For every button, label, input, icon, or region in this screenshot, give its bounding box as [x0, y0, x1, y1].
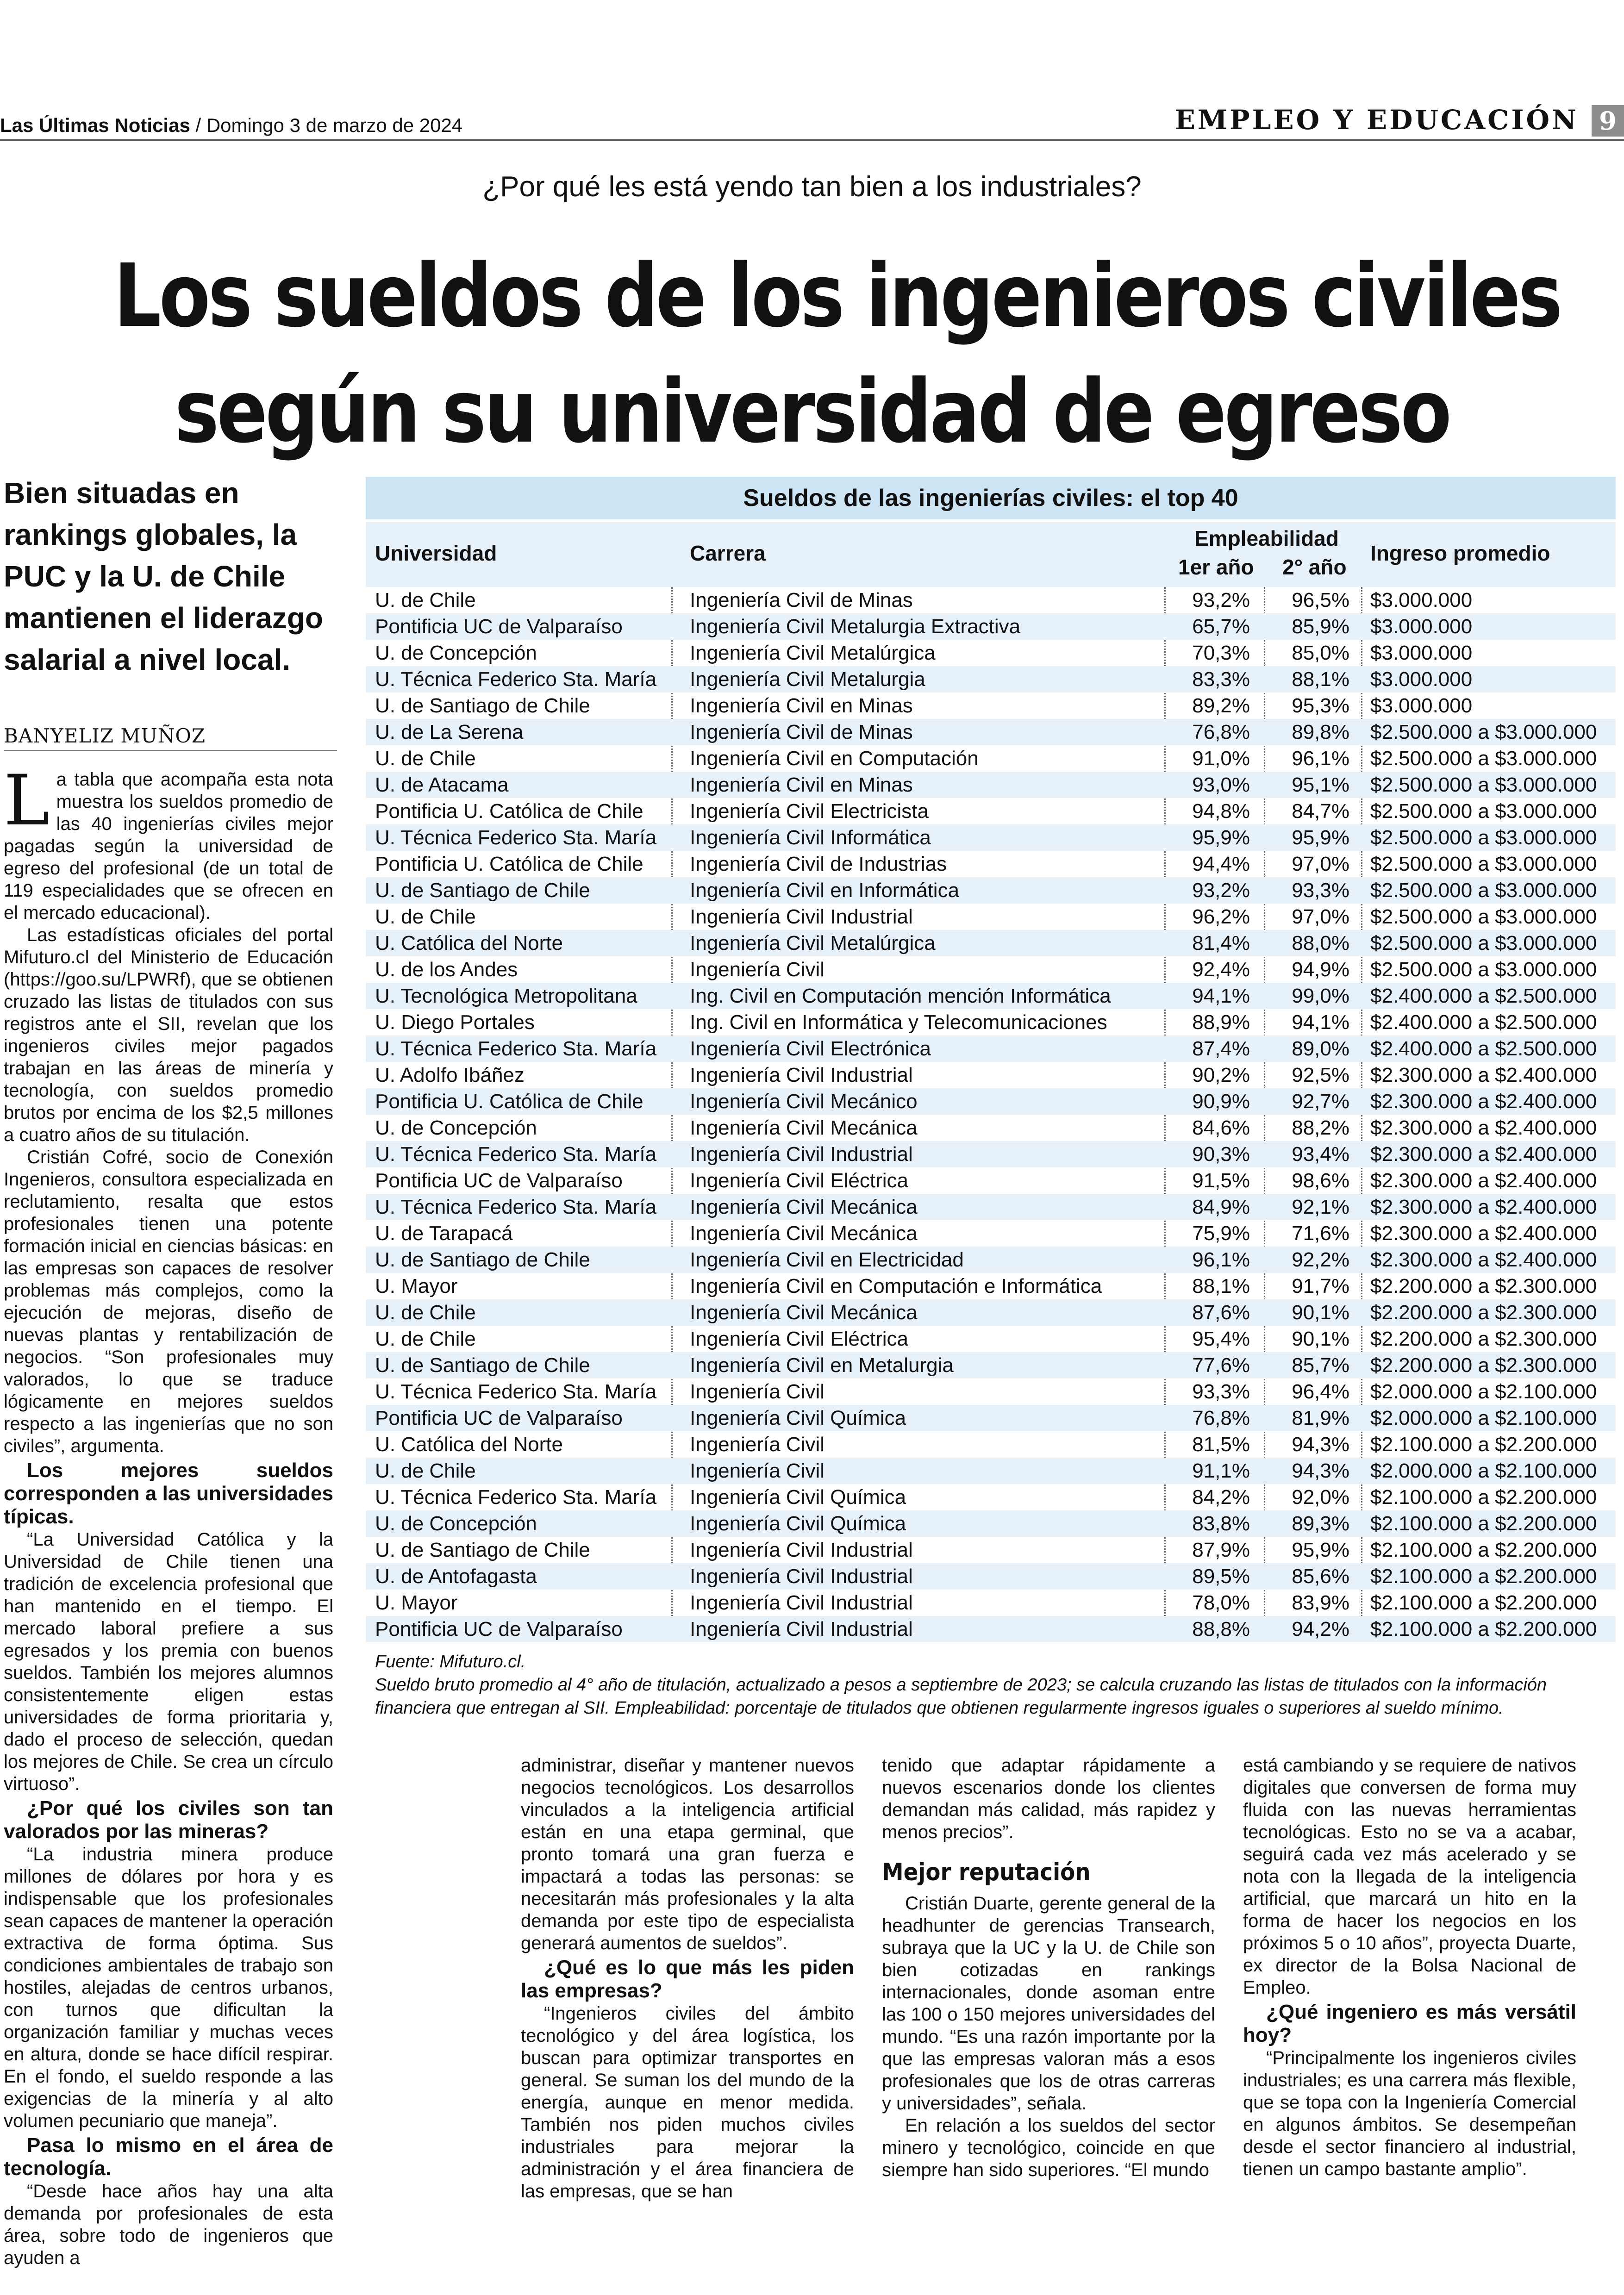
table-cell-career: Ingeniería Civil Metalurgia — [690, 668, 925, 691]
paper-dateline — [0, 114, 462, 137]
table-cell-university: Pontificia UC de Valparaíso — [375, 615, 623, 638]
table-cell-income: $2.500.000 a $3.000.000 — [1370, 958, 1597, 981]
table-cell-year2: 85,9% — [1292, 615, 1349, 638]
paragraph: Cristián Duarte, gerente general de la headhunter de gerencias Transearch, subraya que la UC y la U. de Chile son bien cotizadas en rankings internacionales, donde asoman entre las 100 o 150 mejores universidades del mundo. “Es una razón importante por la que las empresas valoran más a esos profesionales que los de otras carreras y universidades”, señala. — [882, 1893, 1215, 2114]
table-cell-year1: 89,5% — [1192, 1565, 1250, 1588]
table-cell-year2: 99,0% — [1292, 985, 1349, 1007]
table-cell-university: U. Técnica Federico Sta. María — [375, 1486, 657, 1509]
table-cell-year2: 93,3% — [1292, 879, 1349, 902]
table-cell-career: Ingeniería Civil — [690, 1459, 825, 1482]
table-cell-year2: 97,0% — [1292, 905, 1349, 928]
table-row — [366, 1194, 1616, 1220]
table-row — [366, 904, 1616, 930]
table-cell-year1: 94,4% — [1192, 853, 1250, 875]
table-row — [366, 613, 1616, 640]
interview-question: ¿Por qué los civiles son tan valorados por las mineras? — [4, 1797, 333, 1843]
table-row — [366, 1035, 1616, 1062]
paragraph: Cristián Cofré, socio de Conexión Ingenieros, consultora especializada en reclutamiento, resalta que estos profesionales tienen una potente formación inicial en ciencias básicas: en las empresas son capaces de resolver problemas más complejos, como la ejecución de mejoras, diseño de nuevas plantas y rentabilización de negocios. “Son profesionales muy valorados, lo que se traduce lógicamente en mejores sueldos respecto a las ingenierías que no son civiles”, argumenta. — [4, 1147, 333, 1456]
table-row — [366, 1141, 1616, 1167]
table-cell-year1: 94,1% — [1192, 985, 1250, 1007]
table-row — [366, 1167, 1616, 1194]
table-cell-year2: 90,1% — [1292, 1301, 1349, 1324]
table-cell-university: U. de Chile — [375, 747, 476, 770]
table-cell-year1: 91,0% — [1192, 747, 1250, 770]
article-column-4 — [1243, 1754, 1576, 2180]
table-cell-year2: 92,0% — [1292, 1486, 1349, 1509]
table-cell-year1: 96,1% — [1192, 1248, 1250, 1271]
table-cell-income: $2.500.000 a $3.000.000 — [1370, 826, 1597, 849]
table-cell-income: $2.100.000 a $2.200.000 — [1370, 1565, 1597, 1588]
interview-question: ¿Qué es lo que más les piden las empresas? — [521, 1956, 854, 2002]
table-cell-university: U. de Concepción — [375, 642, 537, 664]
table-cell-career: Ingeniería Civil en Informática — [690, 879, 960, 902]
table-cell-career: Ingeniería Civil Química — [690, 1407, 906, 1429]
table-cell-income: $2.000.000 a $2.100.000 — [1370, 1407, 1597, 1429]
table-cell-university: U. de Santiago de Chile — [375, 1539, 590, 1561]
table-cell-career: Ingeniería Civil Mecánica — [690, 1222, 918, 1245]
table-row — [366, 772, 1616, 798]
table-cell-income: $2.100.000 a $2.200.000 — [1370, 1486, 1597, 1509]
table-cell-university: U. Mayor — [375, 1591, 458, 1614]
interview-question: Los mejores sueldos corresponden a las universidades típicas. — [4, 1459, 333, 1528]
table-cell-university: U. de Chile — [375, 905, 476, 928]
kicker: ¿Por qué les está yendo tan bien a los industriales? — [482, 171, 1142, 203]
table-row — [366, 1088, 1616, 1115]
table-cell-income: $2.100.000 a $2.200.000 — [1370, 1591, 1597, 1614]
table-row — [366, 1299, 1616, 1326]
table-cell-income: $2.500.000 a $3.000.000 — [1370, 800, 1597, 823]
table-cell-year1: 65,7% — [1192, 615, 1250, 638]
table-cell-university: U. de Tarapacá — [375, 1222, 513, 1245]
table-cell-university: Pontificia UC de Valparaíso — [375, 1618, 623, 1640]
table-row — [366, 1590, 1616, 1616]
table-cell-year1: 78,0% — [1192, 1591, 1250, 1614]
table-cell-income: $2.300.000 a $2.400.000 — [1370, 1169, 1597, 1192]
paragraph: administrar, diseñar y mantener nuevos negocios tecnológicos. Los desarrollos vinculados a la inteligencia artificial están en una etapa germinal, que pronto tomará una gran fuerza e impactará a todas las personas: se necesitarán más profesionales y la alta demanda por este tipo de especialista generará aumentos de sueldos”. — [521, 1755, 854, 1953]
table-cell-income: $2.200.000 a $2.300.000 — [1370, 1301, 1597, 1324]
table-cell-career: Ingeniería Civil en Minas — [690, 694, 913, 717]
paragraph: Las estadísticas oficiales del portal Mifuturo.cl del Ministerio de Educación (https://goo.su/LPWRf), que se obtienen cruzado las listas de titulados con sus registros ante el SII, revelan que los ingenieros civiles mejor pagados trabajan en las áreas de minería y tecnología, con sueldos promedio brutos por encima de los $2,5 millones a cuatro años de su titulación. — [4, 925, 333, 1145]
table-cell-year1: 88,9% — [1192, 1011, 1250, 1034]
table-cell-university: U. Técnica Federico Sta. María — [375, 1380, 657, 1403]
table-cell-university: U. Técnica Federico Sta. María — [375, 1037, 657, 1060]
table-row — [366, 1484, 1616, 1510]
table-cell-career: Ingeniería Civil en Minas — [690, 773, 913, 796]
table-cell-year1: 84,2% — [1192, 1486, 1250, 1509]
header-university: Universidad — [375, 541, 497, 565]
table-cell-year2: 94,1% — [1292, 1011, 1349, 1034]
table-cell-career: Ingeniería Civil — [690, 1433, 825, 1456]
table-cell-income: $3.000.000 — [1370, 615, 1473, 638]
table-row — [366, 877, 1616, 904]
table-cell-income: $3.000.000 — [1370, 589, 1473, 611]
table-cell-year2: 92,1% — [1292, 1196, 1349, 1218]
table-cell-university: U. de Chile — [375, 1301, 476, 1324]
table-cell-year1: 81,4% — [1192, 932, 1250, 954]
table-cell-career: Ingeniería Civil Industrial — [690, 905, 913, 928]
table-cell-career: Ingeniería Civil Electricista — [690, 800, 929, 823]
table-row — [366, 1431, 1616, 1458]
table-cell-year1: 90,2% — [1192, 1064, 1250, 1086]
table-cell-income: $2.000.000 a $2.100.000 — [1370, 1459, 1597, 1482]
table-cell-university: U. Católica del Norte — [375, 1433, 563, 1456]
table-cell-income: $2.500.000 a $3.000.000 — [1370, 879, 1597, 902]
table-row — [366, 1510, 1616, 1537]
table-cell-year2: 93,4% — [1292, 1143, 1349, 1166]
table-cell-income: $2.300.000 a $2.400.000 — [1370, 1090, 1597, 1113]
interview-answer: “La industria minera produce millones de dólares por hora y es indispensable que los profesionales sean capaces de mantener la operación extractiva de forma óptima. Sus condiciones ambientales de trabajo son hostiles, alejadas de centros urbanos, con turnos que dificultan la organización familiar y muchas veces en altura, donde se hace difícil respirar. En el fondo, el sueldo responde a las exigencias de la minería y al alto volumen pecuniario que maneja”. — [4, 1844, 333, 2131]
interview-answer: “Ingenieros civiles del ámbito tecnológico y del área logística, los buscan para optimizar transportes en general. Se suman los del mundo de la energía, aunque en menor medida. También nos piden muchos civiles industriales para mejorar la administración y el área financiera de las empresas, que se han — [521, 2003, 854, 2201]
table-row — [366, 1616, 1616, 1642]
table-cell-career: Ingeniería Civil Mecánica — [690, 1196, 918, 1218]
table-cell-year2: 94,3% — [1292, 1459, 1349, 1482]
table-cell-year2: 85,7% — [1292, 1354, 1349, 1377]
table-footnote: Sueldo bruto promedio al 4° año de titulación, actualizado a pesos a septiembre de 2023; se calcula cruzando las listas de titulados con la información financiera que entregan al SII. Empleabilidad: porcentaje de titulados que obtienen regularmente ingresos iguales o superiores al sueldo mínimo. — [375, 1675, 1547, 1718]
section-name: EMPLEO Y EDUCACIÓN — [1174, 104, 1579, 136]
interview-answer: “La Universidad Católica y la Universidad de Chile tienen una tradición de excelencia profesional que han mantenido en el tiempo. El mercado laboral prefiere a sus egresados y los premia con buenos sueldos. También los mejores alumnos consistentemente eligen estas universidades de forma prioritaria y, dado el proceso de selección, quedan los mejores de Chile. Se crea un círculo virtuoso”. — [4, 1529, 333, 1794]
table-row — [366, 1537, 1616, 1563]
table-cell-year2: 96,5% — [1292, 589, 1349, 611]
table-row — [366, 666, 1616, 692]
table-cell-income: $3.000.000 — [1370, 642, 1473, 664]
paper-name: Las Últimas Noticias — [0, 114, 190, 136]
table-cell-year2: 97,0% — [1292, 853, 1349, 875]
table-cell-university: U. de Santiago de Chile — [375, 879, 590, 902]
table-cell-year2: 95,9% — [1292, 1539, 1349, 1561]
table-cell-year1: 75,9% — [1192, 1222, 1250, 1245]
byline: BANYELIZ MUÑOZ — [4, 724, 337, 751]
table-cell-income: $2.200.000 a $2.300.000 — [1370, 1328, 1597, 1350]
article-column-3 — [882, 1754, 1215, 2181]
table-cell-year1: 88,8% — [1192, 1618, 1250, 1640]
table-cell-university: U. Diego Portales — [375, 1011, 535, 1034]
headline-line-1: Los sueldos de los ingenieros civiles — [113, 245, 1561, 347]
table-cell-year1: 95,9% — [1192, 826, 1250, 849]
table-row — [366, 1378, 1616, 1405]
table-cell-year1: 96,2% — [1192, 905, 1250, 928]
paragraph: tenido que adaptar rápidamente a nuevos escenarios donde los clientes demandan más calidad, más rapidez y menos precios”. — [882, 1755, 1215, 1842]
table-row — [366, 1115, 1616, 1141]
table-row — [366, 1405, 1616, 1431]
drop-cap: L — [4, 761, 50, 841]
table-cell-career: Ingeniería Civil Industrial — [690, 1539, 913, 1561]
table-cell-year1: 90,9% — [1192, 1090, 1250, 1113]
table-cell-university: U. Técnica Federico Sta. María — [375, 826, 657, 849]
table-cell-university: U. Mayor — [375, 1275, 458, 1297]
table-cell-career: Ingeniería Civil en Electricidad — [690, 1248, 964, 1271]
table-cell-career: Ingeniería Civil Industrial — [690, 1591, 913, 1614]
table-cell-university: U. de Antofagasta — [375, 1565, 537, 1588]
table-cell-career: Ingeniería Civil — [690, 958, 825, 981]
table-cell-career: Ingeniería Civil Metalúrgica — [690, 642, 936, 664]
table-cell-year1: 93,2% — [1192, 879, 1250, 902]
table-cell-university: Pontificia UC de Valparaíso — [375, 1407, 623, 1429]
table-cell-year1: 89,2% — [1192, 694, 1250, 717]
table-cell-year1: 83,3% — [1192, 668, 1250, 691]
table-cell-income: $2.100.000 a $2.200.000 — [1370, 1539, 1597, 1561]
table-cell-university: U. de Chile — [375, 1459, 476, 1482]
table-cell-year1: 94,8% — [1192, 800, 1250, 823]
table-cell-year1: 93,2% — [1192, 589, 1250, 611]
table-cell-year1: 93,0% — [1192, 773, 1250, 796]
table-cell-income: $2.300.000 a $2.400.000 — [1370, 1248, 1597, 1271]
table-row — [366, 640, 1616, 666]
table-cell-career: Ingeniería Civil Industrial — [690, 1143, 913, 1166]
table-row — [366, 692, 1616, 719]
salary-table — [366, 477, 1616, 1642]
table-cell-university: Pontificia U. Católica de Chile — [375, 800, 643, 823]
table-cell-career: Ing. Civil en Informática y Telecomunicaciones — [690, 1011, 1107, 1034]
table-cell-career: Ingeniería Civil Industrial — [690, 1565, 913, 1588]
table-cell-year2: 71,6% — [1292, 1222, 1349, 1245]
table-cell-year1: 88,1% — [1192, 1275, 1250, 1297]
interview-question: Pasa lo mismo en el área de tecnología. — [4, 2134, 333, 2180]
subheading: Mejor reputación — [882, 1858, 1091, 1886]
page-number: 9 — [1592, 105, 1624, 137]
table-cell-career: Ingeniería Civil de Minas — [690, 721, 913, 743]
table-row — [366, 1352, 1616, 1378]
table-cell-year1: 92,4% — [1192, 958, 1250, 981]
table-cell-year2: 89,3% — [1292, 1512, 1349, 1535]
table-row — [366, 956, 1616, 983]
table-cell-income: $2.500.000 a $3.000.000 — [1370, 747, 1597, 770]
table-cell-year1: 83,8% — [1192, 1512, 1250, 1535]
table-cell-year2: 94,9% — [1292, 958, 1349, 981]
table-cell-income: $2.400.000 a $2.500.000 — [1370, 985, 1597, 1007]
table-body — [366, 587, 1616, 1642]
table-cell-university: U. Adolfo Ibáñez — [375, 1064, 525, 1086]
table-header — [366, 519, 1616, 587]
masthead — [0, 104, 1624, 141]
table-cell-career: Ingeniería Civil en Computación — [690, 747, 979, 770]
header-career: Carrera — [690, 541, 766, 565]
table-cell-year2: 92,2% — [1292, 1248, 1349, 1271]
table-row — [366, 1062, 1616, 1088]
table-cell-income: $2.000.000 a $2.100.000 — [1370, 1380, 1597, 1403]
table-cell-year1: 76,8% — [1192, 721, 1250, 743]
table-row — [366, 1273, 1616, 1299]
table-cell-year2: 88,2% — [1292, 1116, 1349, 1139]
table-cell-income: $2.200.000 a $2.300.000 — [1370, 1354, 1597, 1377]
table-cell-year1: 87,9% — [1192, 1539, 1250, 1561]
headline — [113, 238, 1561, 470]
table-cell-year1: 91,5% — [1192, 1169, 1250, 1192]
table-cell-year2: 81,9% — [1292, 1407, 1349, 1429]
table-row — [366, 798, 1616, 824]
table-cell-year1: 87,4% — [1192, 1037, 1250, 1060]
table-cell-year2: 83,9% — [1292, 1591, 1349, 1614]
table-cell-year2: 89,0% — [1292, 1037, 1349, 1060]
table-cell-year2: 84,7% — [1292, 800, 1349, 823]
table-row — [366, 824, 1616, 851]
table-row — [366, 1247, 1616, 1273]
table-cell-career: Ingeniería Civil Eléctrica — [690, 1328, 908, 1350]
table-cell-income: $2.500.000 a $3.000.000 — [1370, 773, 1597, 796]
header-year-2: 2° año — [1282, 555, 1347, 579]
table-cell-university: U. Tecnológica Metropolitana — [375, 985, 637, 1007]
table-row — [366, 930, 1616, 956]
table-cell-career: Ing. Civil en Computación mención Informática — [690, 985, 1111, 1007]
table-row — [366, 719, 1616, 745]
dek: Bien situadas en rankings globales, la PUC y la U. de Chile mantienen el liderazgo salarial a nivel local. — [4, 476, 323, 676]
table-cell-career: Ingeniería Civil Electrónica — [690, 1037, 931, 1060]
table-cell-year2: 95,3% — [1292, 694, 1349, 717]
table-cell-income: $2.300.000 a $2.400.000 — [1370, 1116, 1597, 1139]
table-cell-income: $2.400.000 a $2.500.000 — [1370, 1037, 1597, 1060]
table-cell-career: Ingeniería Civil Metalurgia Extractiva — [690, 615, 1021, 638]
article-column-1 — [4, 761, 333, 2269]
table-row — [366, 1326, 1616, 1352]
table-cell-year2: 98,6% — [1292, 1169, 1349, 1192]
table-row — [366, 1009, 1616, 1035]
table-cell-year2: 88,1% — [1292, 668, 1349, 691]
table-cell-university: U. de Atacama — [375, 773, 509, 796]
interview-answer: “Desde hace años hay una alta demanda por profesionales de esta área, sobre todo de ingenieros que ayuden a — [4, 2181, 333, 2268]
table-cell-university: Pontificia UC de Valparaíso — [375, 1169, 623, 1192]
table-notes — [375, 1650, 1606, 1720]
table-cell-career: Ingeniería Civil Mecánica — [690, 1301, 918, 1324]
paragraph: En relación a los sueldos del sector minero y tecnológico, coincide en que siempre han sido superiores. “El mundo — [882, 2115, 1215, 2180]
table-cell-year2: 92,5% — [1292, 1064, 1349, 1086]
table-cell-university: U. de La Serena — [375, 721, 524, 743]
table-cell-career: Ingeniería Civil Química — [690, 1486, 906, 1509]
header-rule — [0, 139, 1624, 141]
table-cell-university: U. de Concepción — [375, 1116, 537, 1139]
table-row — [366, 983, 1616, 1009]
header-income: Ingreso promedio — [1370, 541, 1550, 565]
table-cell-year1: 70,3% — [1192, 642, 1250, 664]
table-cell-income: $2.200.000 a $2.300.000 — [1370, 1275, 1597, 1297]
table-cell-year1: 77,6% — [1192, 1354, 1250, 1377]
article-column-2 — [521, 1754, 854, 2202]
table-cell-year2: 94,3% — [1292, 1433, 1349, 1456]
table-cell-income: $2.500.000 a $3.000.000 — [1370, 932, 1597, 954]
table-cell-career: Ingeniería Civil Química — [690, 1512, 906, 1535]
table-cell-income: $2.500.000 a $3.000.000 — [1370, 853, 1597, 875]
table-cell-year1: 91,1% — [1192, 1459, 1250, 1482]
table-cell-year1: 93,3% — [1192, 1380, 1250, 1403]
table-cell-year2: 91,7% — [1292, 1275, 1349, 1297]
table-cell-income: $2.300.000 a $2.400.000 — [1370, 1143, 1597, 1166]
table-row — [366, 587, 1616, 613]
table-cell-income: $2.300.000 a $2.400.000 — [1370, 1196, 1597, 1218]
table-cell-university: U. Católica del Norte — [375, 932, 563, 954]
table-cell-year1: 81,5% — [1192, 1433, 1250, 1456]
table-cell-year1: 84,6% — [1192, 1116, 1250, 1139]
table-cell-year1: 90,3% — [1192, 1143, 1250, 1166]
header-employability: Empleabilidad — [1194, 526, 1339, 550]
table-cell-year2: 95,9% — [1292, 826, 1349, 849]
table-cell-university: U. de Chile — [375, 1328, 476, 1350]
paragraph: La tabla que acompaña esta nota muestra los sueldos promedio de las 40 ingenierías civiles mejor pagadas según la universidad de egreso del profesional (de un total de 119 especialidades que se ofrecen en el mercado educacional). — [4, 761, 333, 923]
table-cell-income: $3.000.000 — [1370, 694, 1473, 717]
issue-date: / Domingo 3 de marzo de 2024 — [190, 114, 463, 136]
table-cell-career: Ingeniería Civil Industrial — [690, 1064, 913, 1086]
table-cell-career: Ingeniería Civil en Computación e Informática — [690, 1275, 1102, 1297]
table-cell-career: Ingeniería Civil Informática — [690, 826, 931, 849]
table-cell-university: U. de Santiago de Chile — [375, 694, 590, 717]
table-cell-year2: 90,1% — [1292, 1328, 1349, 1350]
table-row — [366, 1563, 1616, 1590]
table-cell-university: U. Técnica Federico Sta. María — [375, 1196, 657, 1218]
table-cell-year2: 89,8% — [1292, 721, 1349, 743]
table-cell-university: U. de Concepción — [375, 1512, 537, 1535]
table-row — [366, 851, 1616, 877]
table-cell-university: U. de Chile — [375, 589, 476, 611]
interview-answer: “Principalmente los ingenieros civiles industriales; es una carrera más flexible, que se topa con la Ingeniería Comercial en algunos ámbitos. Se desempeñan desde el sector financiero al industrial, tienen un campo bastante amplio”. — [1243, 2048, 1576, 2179]
table-cell-year2: 95,1% — [1292, 773, 1349, 796]
table-row — [366, 1458, 1616, 1484]
table-cell-income: $2.400.000 a $2.500.000 — [1370, 1011, 1597, 1034]
table-cell-university: U. de Santiago de Chile — [375, 1354, 590, 1377]
table-cell-income: $2.100.000 a $2.200.000 — [1370, 1618, 1597, 1640]
table-cell-year1: 87,6% — [1192, 1301, 1250, 1324]
paragraph: está cambiando y se requiere de nativos digitales que conversen de forma muy fluida con las nuevas herramientas tecnológicas. Esto no se va a acabar, seguirá cada vez más acelerado y se nota con la llegada de la inteligencia artificial, que marcará un hito en la forma de hacer los negocios en los próximos 5 o 10 años”, proyecta Duarte, ex director de la Bolsa Nacional de Empleo. — [1243, 1755, 1576, 1998]
table-cell-university: Pontificia U. Católica de Chile — [375, 1090, 643, 1113]
table-cell-year1: 76,8% — [1192, 1407, 1250, 1429]
table-row — [366, 745, 1616, 772]
table-cell-year2: 94,2% — [1292, 1618, 1349, 1640]
table-cell-career: Ingeniería Civil de Industrias — [690, 853, 947, 875]
table-title: Sueldos de las ingenierías civiles: el top 40 — [366, 477, 1616, 519]
table-cell-university: U. de los Andes — [375, 958, 518, 981]
table-cell-career: Ingeniería Civil de Minas — [690, 589, 913, 611]
table-cell-income: $2.100.000 a $2.200.000 — [1370, 1433, 1597, 1456]
headline-line-2: según su universidad de egreso — [175, 361, 1449, 462]
table-cell-year2: 96,1% — [1292, 747, 1349, 770]
table-cell-year2: 88,0% — [1292, 932, 1349, 954]
table-cell-career: Ingeniería Civil Mecánica — [690, 1116, 918, 1139]
table-cell-year1: 84,9% — [1192, 1196, 1250, 1218]
table-cell-career: Ingeniería Civil Metalúrgica — [690, 932, 936, 954]
table-cell-year2: 96,4% — [1292, 1380, 1349, 1403]
interview-question: ¿Qué ingeniero es más versátil hoy? — [1243, 2001, 1576, 2046]
table-cell-year1: 95,4% — [1192, 1328, 1250, 1350]
table-cell-year2: 85,6% — [1292, 1565, 1349, 1588]
table-cell-income: $2.500.000 a $3.000.000 — [1370, 721, 1597, 743]
table-row — [366, 1220, 1616, 1247]
table-cell-income: $2.300.000 a $2.400.000 — [1370, 1222, 1597, 1245]
table-cell-career: Ingeniería Civil Eléctrica — [690, 1169, 908, 1192]
table-cell-career: Ingeniería Civil — [690, 1380, 825, 1403]
table-cell-university: U. de Santiago de Chile — [375, 1248, 590, 1271]
table-cell-university: U. Técnica Federico Sta. María — [375, 1143, 657, 1166]
table-source: Fuente: Mifuturo.cl. — [375, 1652, 526, 1671]
header-year-1: 1er año — [1178, 555, 1254, 579]
table-cell-year2: 92,7% — [1292, 1090, 1349, 1113]
table-cell-income: $2.300.000 a $2.400.000 — [1370, 1064, 1597, 1086]
table-cell-university: U. Técnica Federico Sta. María — [375, 668, 657, 691]
table-cell-career: Ingeniería Civil en Metalurgia — [690, 1354, 954, 1377]
table-cell-university: Pontificia U. Católica de Chile — [375, 853, 643, 875]
table-cell-career: Ingeniería Civil Mecánico — [690, 1090, 918, 1113]
table-cell-year2: 85,0% — [1292, 642, 1349, 664]
table-cell-income: $2.100.000 a $2.200.000 — [1370, 1512, 1597, 1535]
table-cell-career: Ingeniería Civil Industrial — [690, 1618, 913, 1640]
table-cell-income: $2.500.000 a $3.000.000 — [1370, 905, 1597, 928]
table-cell-income: $3.000.000 — [1370, 668, 1473, 691]
